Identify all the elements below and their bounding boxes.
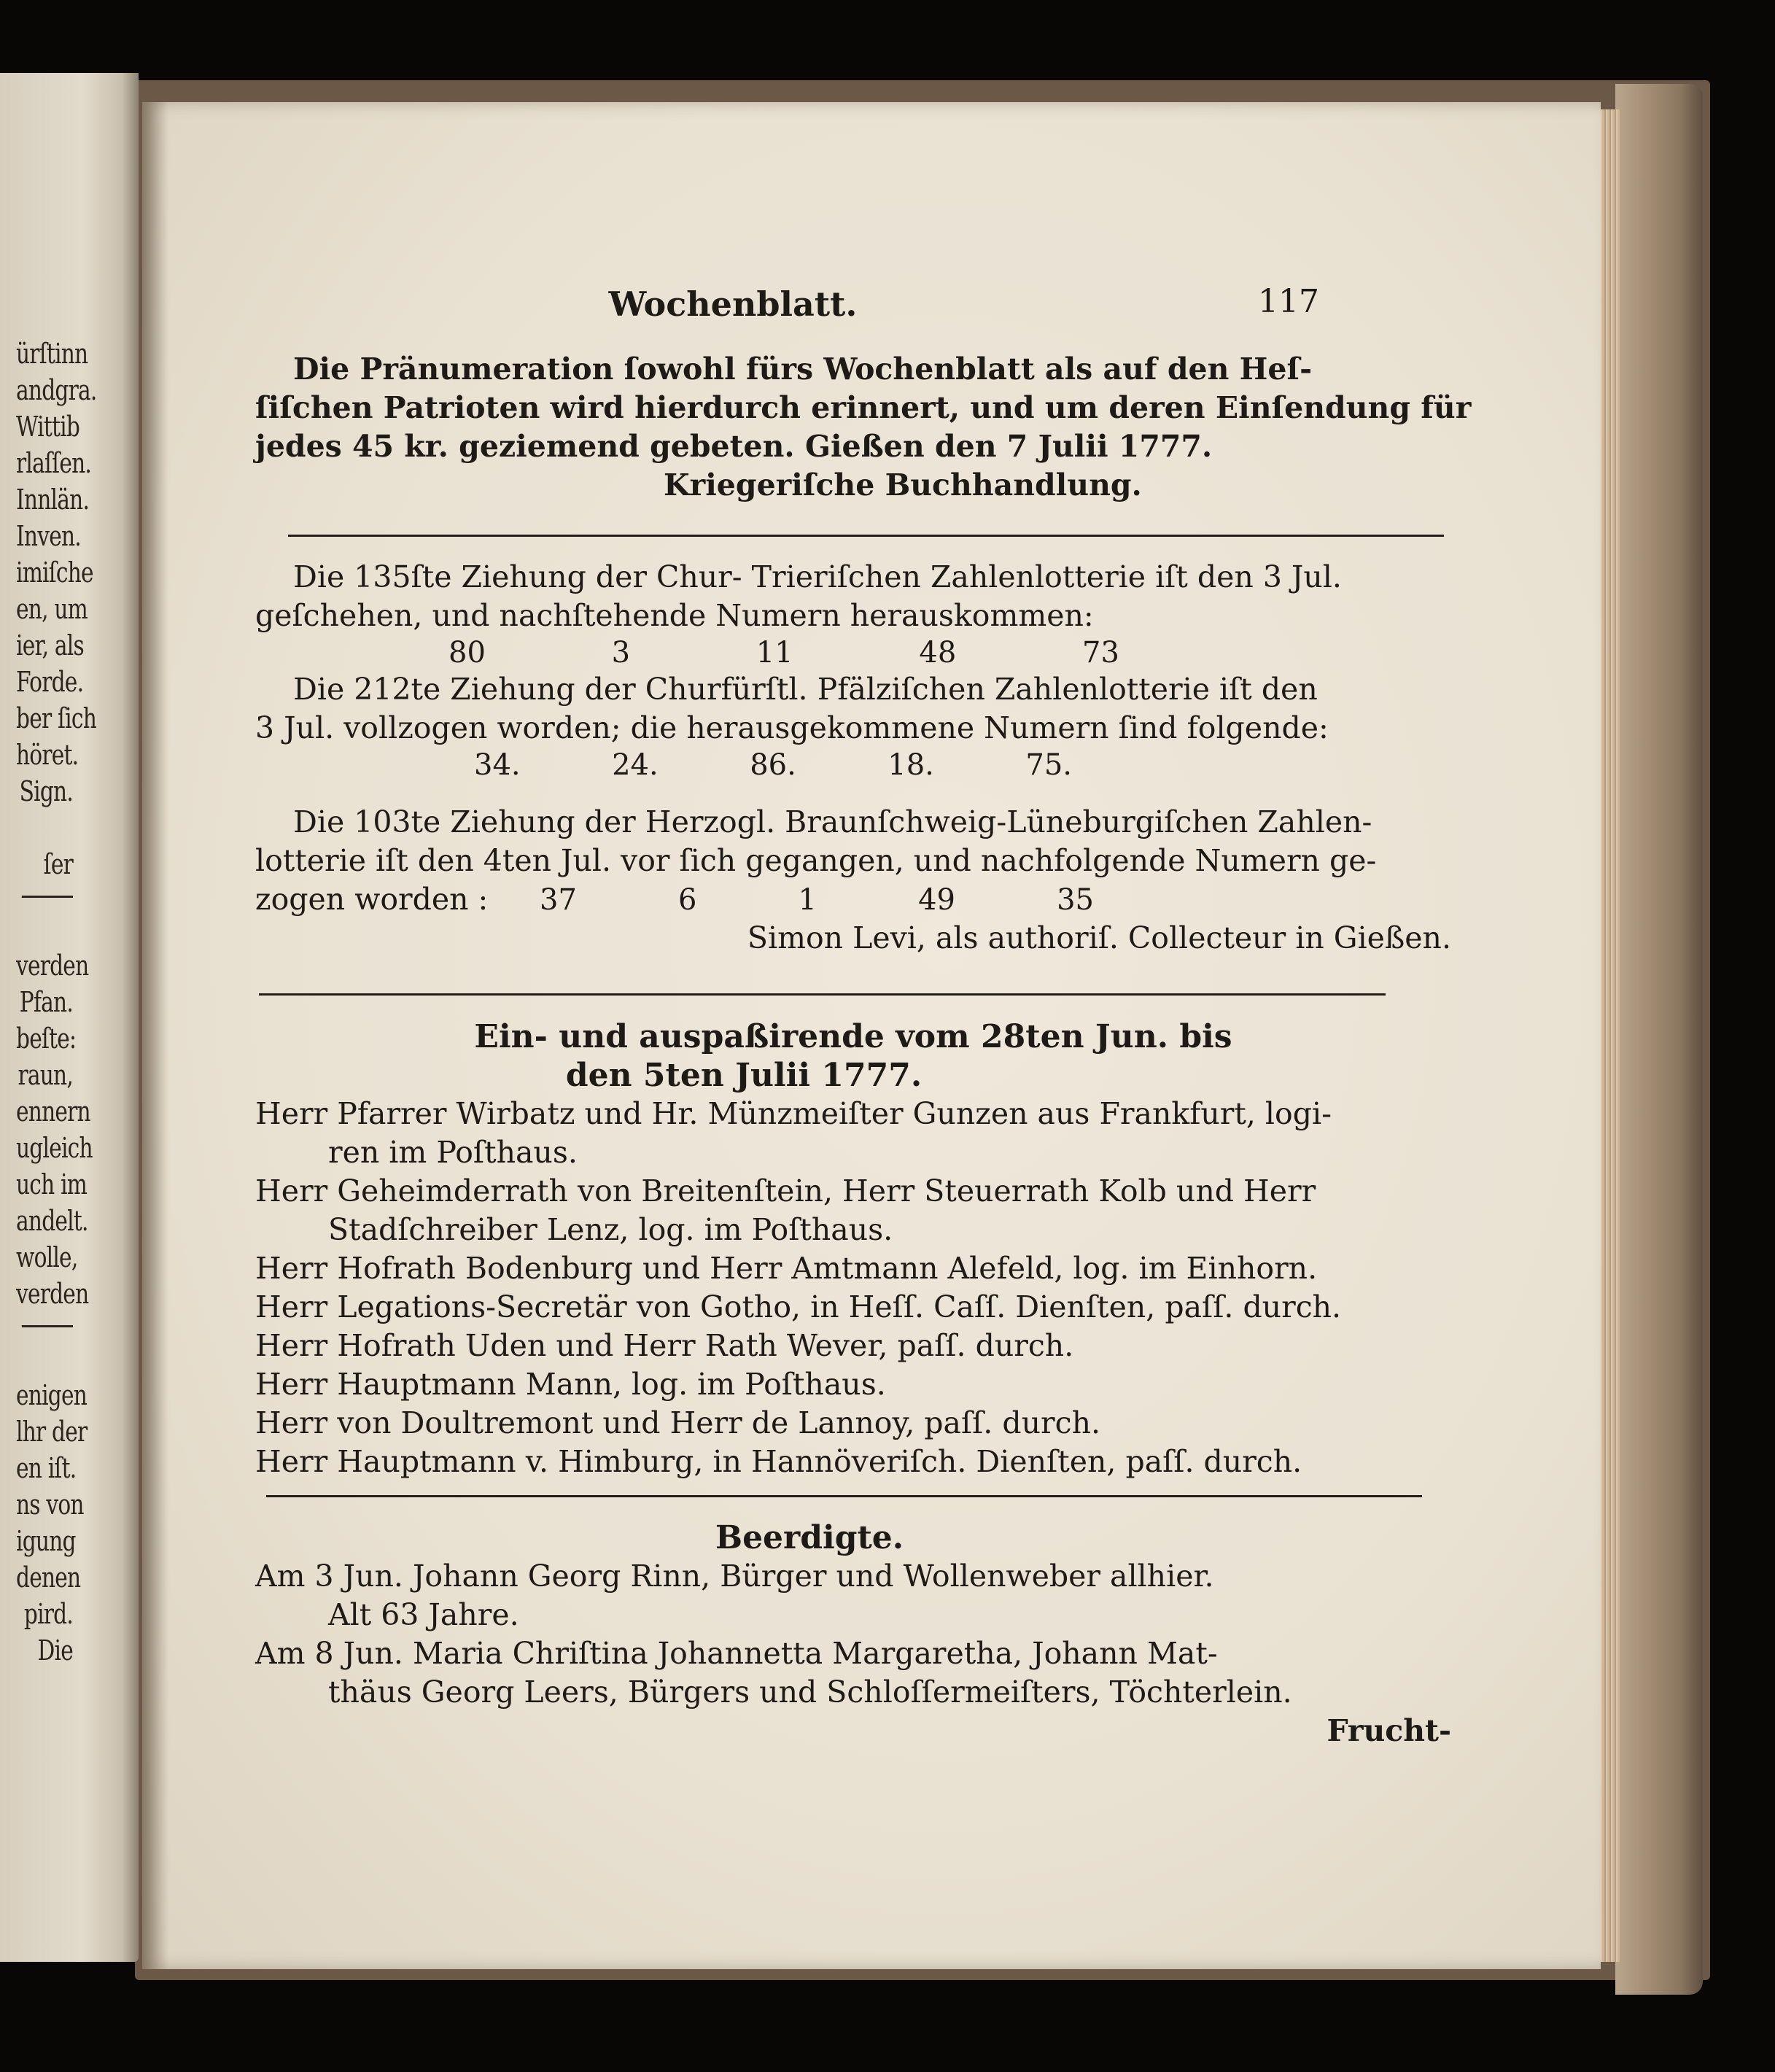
previous-page-fragment: wolle, — [16, 1241, 78, 1273]
lottery-line: Die 135ſte Ziehung der Chur- Trieriſchen Zahlenlotterie iſt den 3 Jul. — [293, 559, 1342, 594]
previous-page-fragment: Inven. — [16, 520, 81, 552]
page-117 — [142, 102, 1601, 1969]
notice-subscription — [255, 350, 1472, 505]
burials-section — [255, 1518, 1451, 1750]
traveller-list — [255, 1095, 1451, 1481]
lottery-number: 37 — [540, 883, 577, 917]
previous-page-fragment: höret. — [16, 739, 79, 771]
traveller-entry: Herr Hauptmann v. Himburg, in Hannöveriſch. Dienſten, paſſ. durch. — [255, 1444, 1302, 1479]
lottery-line: geſchehen, und nachſtehende Numern herauskommen: — [255, 598, 1094, 633]
lottery-number: 11 — [756, 636, 793, 670]
burial-list — [255, 1557, 1451, 1712]
section-rule — [288, 535, 1444, 537]
previous-page-fragment: pird. — [23, 1598, 74, 1630]
previous-page-fragment: imiſche — [16, 556, 93, 589]
page-number: 117 — [1258, 283, 1319, 320]
catchword: Frucht- — [1327, 1713, 1451, 1748]
travellers-heading: Ein- und auspaßirende vom 28ten Jun. bis — [474, 1018, 1232, 1055]
burial-entry: Alt 63 Jahre. — [328, 1597, 519, 1632]
lottery-line: 3 Jul. vollzogen worden; die herausgekommene Numern ſind folgende: — [255, 710, 1329, 745]
lottery-line: zogen worden : — [255, 882, 489, 917]
burial-entry: thäus Georg Leers, Bürgers und Schloſſermeiſters, Töchterlein. — [328, 1675, 1292, 1710]
section-rule — [259, 993, 1386, 996]
lottery-number: 49 — [918, 883, 955, 917]
lottery-line: lotterie iſt den 4ten Jul. vor ſich gegangen, und nachfolgende Numern ge- — [255, 843, 1377, 878]
travellers-heading: den 5ten Julii 1777. — [565, 1057, 923, 1094]
previous-page-fragment: Pfan. — [19, 986, 74, 1018]
lottery-number: 35 — [1057, 883, 1094, 917]
lottery-number: 75. — [1025, 748, 1072, 782]
lottery-number: 73 — [1082, 636, 1119, 670]
burials-heading: Beerdigte. — [715, 1519, 904, 1556]
previous-page-fragment: beſte: — [16, 1023, 77, 1055]
previous-page-fragment: denen — [16, 1561, 81, 1594]
previous-page-fragment: en, um — [16, 593, 88, 625]
pfalz-numbers — [474, 748, 1072, 783]
braunschweig-numbers — [540, 881, 1094, 920]
running-header: Wochenblatt. — [608, 284, 858, 324]
trier-numbers — [448, 635, 1119, 670]
burial-entry: Am 8 Jun. Maria Chriſtina Johannetta Margaretha, Johann Mat- — [255, 1636, 1218, 1671]
previous-page-fragment: Forde. — [16, 666, 84, 698]
lottery-line: Die 103te Ziehung der Herzogl. Braunſchweig-Lüneburgiſchen Zahlen- — [293, 804, 1372, 839]
notice-line: ſiſchen Patrioten wird hierdurch erinnert, und um deren Einſendung für — [255, 390, 1472, 425]
traveller-entry: ren im Poſthaus. — [328, 1135, 578, 1170]
notice-signature: Kriegeriſche Buchhandlung. — [664, 467, 1142, 503]
burial-entry: Am 3 Jun. Johann Georg Rinn, Bürger und Wollenweber allhier. — [255, 1559, 1214, 1594]
lottery-number: 86. — [750, 748, 796, 782]
lottery-number: 1 — [798, 883, 817, 917]
lottery-line: Die 212te Ziehung der Churfürſtl. Pfälziſchen Zahlenlotterie iſt den — [293, 672, 1318, 707]
lottery-number: 3 — [611, 636, 631, 670]
lottery-results — [255, 558, 1451, 958]
previous-page-fragment: verden — [16, 950, 89, 982]
previous-page-fragment: ugleich — [16, 1132, 93, 1164]
lottery-number: 34. — [474, 748, 521, 782]
section-rule — [266, 1495, 1422, 1497]
previous-page-fragment: Innlän. — [16, 484, 90, 516]
traveller-entry: Herr Legations-Secretär von Gotho, in Heſſ. Caſſ. Dienſten, paſſ. durch. — [255, 1289, 1342, 1324]
previous-page-fragment: lhr der — [16, 1416, 88, 1448]
previous-page-fragment: ſer — [43, 848, 73, 880]
gutter-shadow — [142, 102, 168, 1969]
previous-page-fragment: enigen — [16, 1379, 88, 1411]
previous-page-fragment: en iſt. — [16, 1452, 77, 1484]
previous-page-rule — [22, 896, 73, 934]
lottery-number: 24. — [612, 748, 659, 782]
previous-page-fragment — [16, 810, 73, 846]
traveller-entry: Stadſchreiber Lenz, log. im Poſthaus. — [328, 1212, 893, 1247]
lottery-number: 80 — [448, 636, 486, 670]
lottery-number: 48 — [919, 636, 957, 670]
notice-line: Die Pränumeration ſowohl fürs Wochenblatt als auf den Heſ- — [293, 352, 1313, 387]
braunschweig-numbers-row — [255, 880, 1451, 919]
previous-page-fragment: ürſtinn — [16, 338, 88, 370]
book-cover-edge — [1615, 84, 1703, 1995]
lottery-number: 18. — [888, 748, 934, 782]
lottery-signature: Simon Levi, als authoriſ. Collecteur in Gießen. — [747, 920, 1451, 955]
previous-page-fragment: rlaſſen. — [16, 447, 92, 479]
traveller-entry: Herr Pfarrer Wirbatz und Hr. Münzmeiſter Gunzen aus Frankfurt, logi- — [255, 1096, 1332, 1131]
previous-page-fragment: ier, als — [16, 629, 84, 661]
previous-page-fragment: igung — [16, 1525, 76, 1557]
previous-page — [0, 73, 139, 1962]
lottery-number: 6 — [678, 883, 697, 917]
traveller-entry: Herr Geheimderrath von Breitenſtein, Herr Steuerrath Kolb und Herr — [255, 1173, 1316, 1208]
previous-page-fragment: Sign. — [19, 775, 73, 807]
travellers-section — [255, 1017, 1451, 1481]
traveller-entry: Herr Hauptmann Mann, log. im Poſthaus. — [255, 1367, 886, 1402]
traveller-entry: Herr von Doultremont und Herr de Lannoy, paſſ. durch. — [255, 1405, 1101, 1440]
previous-page-fragment: ber ſich — [16, 702, 97, 734]
previous-page-fragment: ennern — [16, 1095, 90, 1128]
previous-page-fragment: ns von — [16, 1489, 84, 1521]
previous-page-fragment: Wittib — [16, 411, 80, 443]
previous-page-fragments — [16, 335, 97, 1669]
previous-page-fragment: andelt. — [16, 1205, 88, 1237]
previous-page-fragment: andgra. — [16, 374, 97, 406]
previous-page-rule — [22, 1325, 73, 1364]
notice-line: jedes 45 kr. geziemend gebeten. Gießen den 7 Julii 1777. — [255, 429, 1213, 464]
previous-page-fragment: verden — [16, 1278, 89, 1310]
traveller-entry: Herr Hofrath Bodenburg und Herr Amtmann Alefeld, log. im Einhorn. — [255, 1251, 1318, 1286]
previous-page-fragment: Die — [37, 1634, 73, 1666]
previous-page-fragment: raun, — [18, 1059, 73, 1091]
previous-page-fragment: uch im — [16, 1168, 88, 1200]
traveller-entry: Herr Hofrath Uden und Herr Rath Wever, paſſ. durch. — [255, 1328, 1074, 1363]
